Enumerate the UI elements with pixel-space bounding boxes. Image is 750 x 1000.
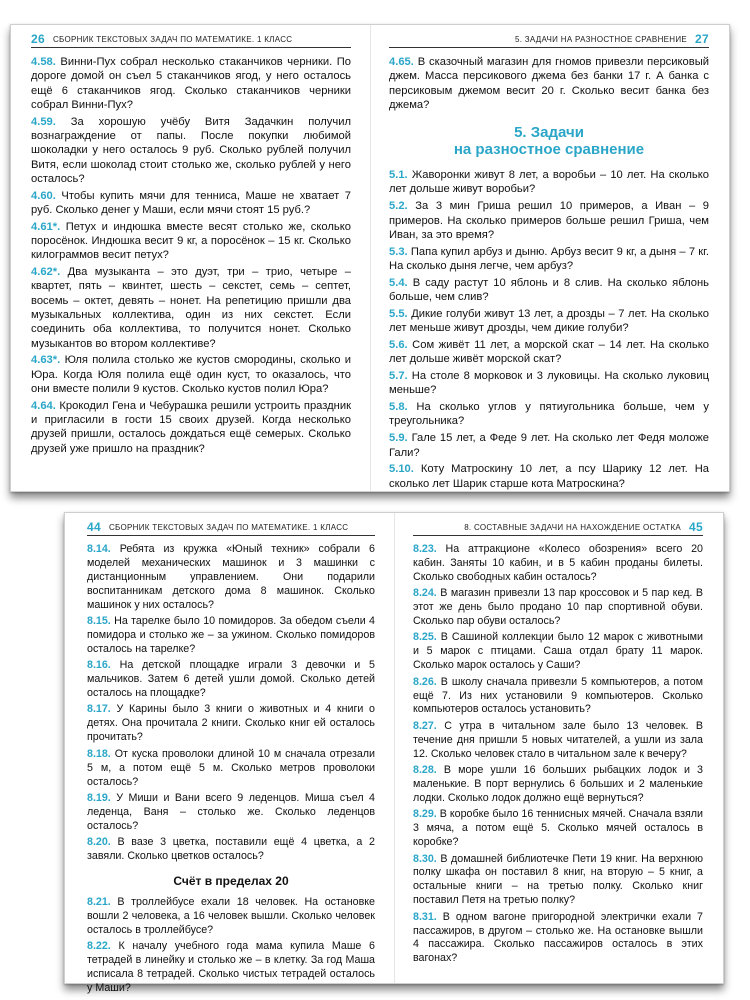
problem-number: 8.21. [87,895,111,908]
problem-item [413,587,703,629]
problem-number: 8.15. [87,615,111,628]
header-title: 8. СОСТАВНЫЕ ЗАДАЧИ НА НАХОЖДЕНИЕ ОСТАТКА [464,522,682,532]
problem-item [389,338,709,367]
problem-text: Сом живёт 11 лет, а морской скат – 14 лет. На сколько лет дольше живёт морской скат? [389,338,709,366]
problem-item [87,659,375,701]
problem-item [87,748,375,790]
problem-number: 8.16. [87,659,111,672]
problem-text: В Сашиной коллекции было 12 марок с животными и 5 марок с птицами. Саша отдал брату 11 марок. Сколько марок осталось у Саши? [413,631,703,672]
spine-gutter [394,513,395,983]
problem-item [87,703,375,745]
problem-text: Крокодил Гена и Чебурашка решили устроить праздник и пригласили в гости 15 своих друзей. Когда несколько друзей пришли, осталось дождаться ещё семерых. Сколько друзей уже пришло на праздник? [31,399,352,455]
problem-item [413,543,703,585]
problem-number: 4.58. [31,56,56,68]
problem-text: Дикие голуби живут 13 лет, а дрозды – 7 лет. На сколько лет меньше живут дрозды, чем дикие голуби? [389,307,709,335]
problem-item [31,189,351,218]
problem-item [31,265,351,351]
problem-text: У Миши и Вани всего 9 леденцов. Миша съел 4 леденца, Ваня – столько же. Сколько леденцов осталось? [87,791,375,832]
running-header [389,31,709,48]
problem-item [87,896,375,938]
page-body [389,55,709,493]
running-header [31,31,351,48]
problem-item [389,462,709,491]
problem-number: 8.18. [87,747,111,760]
problem-text: За 3 мин Гриша решил 10 примеров, а Иван – 9 примеров. На сколько примеров больше решил Гриша, чем Иван, за это время? [389,200,709,241]
problem-item [413,808,703,850]
problem-text: Юля полила столько же кустов смородины, сколько и Юра. Когда Юля полила ещё один куст, то оказалось, что они вместе полили 9 кустов. Сколько кустов полил Юра? [31,354,351,396]
problem-item [87,940,375,996]
problem-text: От куска проволоки длиной 10 м сначала отрезали 5 м, а потом ещё 5 м. Сколько метров проволоки осталось? [87,747,375,788]
problem-number: 8.17. [87,703,111,716]
section-title [389,124,709,158]
problem-text: Жаворонки живут 8 лет, а воробьи – 10 лет. На сколько лет дольше живут воробьи? [389,169,710,196]
problem-item [413,764,703,806]
problem-text: В магазин привезли 13 пар кроссовок и 5 пар кед. В этот же день было продано 10 пар спортивной обуви. Сколько пар обуви осталось? [413,587,703,628]
problem-item [389,276,709,305]
problem-list [87,896,375,996]
problem-number: 8.25. [413,631,437,644]
problem-item [31,353,351,396]
problem-item [389,369,709,398]
section-title-line-1: 5. Задачи [514,124,584,142]
problem-text: На столе 8 морковок и 3 луковицы. На сколько луковиц меньше? [389,370,710,397]
problem-number: 8.26. [413,675,437,688]
problem-text: В школу сначала привезли 5 компьютеров, а потом ещё 7. Из них установили 9 компьютеров. Сколько компьютеров осталось установить? [413,675,703,716]
problem-text: Винни-Пух собрал несколько стаканчиков черники. По дороге домой он съел 5 стаканчиков ягод, у него осталось ещё 6 стаканчиков ягод. Сколько стаканчиков черники собрал Винни-Пух? [31,56,351,111]
problem-number: 4.64. [31,399,56,412]
problem-text: В вазе 3 цветка, поставили ещё 4 цветка, а 2 завяли. Сколько цветков осталось? [87,836,375,863]
problem-number: 4.59. [31,115,56,128]
problem-item [389,168,709,197]
problem-number: 4.61*. [31,220,61,233]
problem-item [31,55,351,112]
page-number: 44 [87,520,101,534]
problem-number: 8.27. [413,719,437,732]
problem-list [413,543,703,969]
problem-text: В одном вагоне пригородной электрички ехали 7 пассажиров, в другом – столько же. На остановке вышли 4 пассажира. Сколько пассажиров осталось в этих вагонах? [413,910,703,965]
problem-number: 4.65. [389,56,414,68]
problem-number: 8.19. [87,791,111,804]
problem-item [413,676,703,718]
page-26 [31,25,351,491]
problem-item [87,792,375,834]
page-45 [413,513,703,983]
problem-number: 5.6. [389,338,408,351]
top-book-spread [10,24,730,492]
problem-text: В троллейбусе ехали 18 человек. На остановке вошли 2 человека, а 16 человек вышли. Сколько человек осталось в троллейбусе? [87,895,375,936]
problem-number: 8.29. [413,808,437,821]
problem-number: 5.3. [389,245,408,258]
problem-item [389,307,709,336]
header-title: 5. ЗАДАЧИ НА РАЗНОСТНОЕ СРАВНЕНИЕ [514,34,688,44]
problem-item [389,245,709,274]
problem-list [31,55,351,459]
problem-item [413,911,703,967]
problem-text: В сказочный магазин для гномов привезли персиковый джем. Масса персикового джема без банки 17 г. А банка с персиковым джемом весит 20 г. Сколько весит банка без джема? [389,56,709,111]
problem-text: В море ушли 16 больших рыбацких лодок и 3 маленькие. В порт вернулись 6 больших и 2 маленькие лодки. Сколько лодок должно ещё вернуться? [413,764,703,804]
problem-number: 4.60. [31,189,56,202]
problem-number: 8.14. [87,543,111,555]
problem-text: На сколько углов у пятиугольника больше, чем у треугольника? [389,401,710,428]
section-title-line-2: на разностное сравнение [453,141,645,159]
problem-text: В коробке было 16 теннисных мячей. Сначала взяли 3 мяча, а потом ещё 5. Сколько мячей осталось в коробке? [413,808,703,849]
problem-text: С утра в читальном зале было 13 человек. В течение дня пришли 5 новых читателей, а ушли из зала 12. Сколько человек стало в читальном зале к вечеру? [413,719,703,760]
problem-list [87,543,375,864]
problem-text: Петух и индюшка вместе весят столько же, сколько поросёнок. Индюшка весит 9 кг, а поросёнок – 15 кг. Сколько килограммов весит петух? [31,220,351,262]
problem-item [389,55,709,112]
problem-text: Папа купил арбуз и дыню. Арбуз весит 9 кг, а дыня – 7 кг. На сколько дыня легче, чем арбуз? [389,245,709,272]
problem-number: 5.1. [389,169,408,182]
problem-item [413,631,703,673]
problem-number: 5.8. [389,401,408,414]
header-title: СБОРНИК ТЕКСТОВЫХ ЗАДАЧ ПО МАТЕМАТИКЕ. 1 КЛАСС [52,34,293,44]
problem-number: 5.2. [389,200,408,213]
problem-item [87,615,375,657]
running-header [413,519,703,536]
problem-item [31,115,351,186]
problem-item [31,220,351,263]
problem-number: 8.20. [87,836,111,849]
problem-number: 8.23. [413,543,437,555]
problem-text: Коту Матроскину 10 лет, а псу Шарику 12 лет. На сколько лет Шарик старше кота Матроскина? [389,463,710,490]
problem-text: У Карины было 3 книги о животных и 4 книги о детях. Она прочитала 2 книги. Сколько книг ей осталось прочитать? [87,703,375,744]
problem-text: Ребята из кружка «Юный техник» собрали 6 моделей механических машинок и 3 машинки с дистанционным управлением. Они подарили воспитанникам детского дома 8 машинок. Сколько машинок у них осталось? [87,543,375,611]
problem-text: За хорошую учёбу Витя Задачкин получил вознаграждение от папы. После покупки любимой шоколадки у него осталось 9 руб. Сколько рублей получил Витя, если шоколад стоит столько же, сколько рублей у него осталось? [31,115,351,185]
problem-number: 4.62*. [31,266,61,279]
bottom-book-spread [64,512,724,994]
problem-item [87,543,375,613]
problem-item [389,199,709,242]
page-number: 27 [695,32,709,46]
spine-gutter [370,25,371,491]
problem-text: На тарелке было 10 помидоров. За обедом съели 4 помидора и столько же – за ужином. Сколько помидоров осталось на тарелке? [87,615,375,655]
problem-number: 4.63*. [31,354,61,367]
problem-text: Гале 15 лет, а Феде 9 лет. На сколько лет Федя моложе Гали? [389,432,710,459]
subsection-title: Счёт в пределах 20 [173,873,289,888]
problem-text: На детской площадке играли 3 девочки и 5 мальчиков. Затем 6 детей ушли домой. Сколько детей осталось на площадке? [87,659,375,700]
problem-number: 5.7. [389,370,408,383]
problem-item [413,853,703,909]
page-44 [87,513,375,994]
problem-number: 5.9. [389,432,408,445]
problem-list [389,168,709,491]
problem-number: 8.28. [413,764,437,777]
problem-item [413,720,703,762]
problem-text: На аттракционе «Колесо обозрения» всего 20 кабин. Заняты 10 кабин, и в 5 кабин проданы билеты. Сколько свободных кабин осталось? [413,543,703,583]
problem-text: К началу учебного года мама купила Маше 6 тетрадей в линейку и столько же – в клетку. За год Маша исписала 8 тетрадей. Сколько чистых тетрадей осталось у Маши? [87,940,375,994]
running-header [87,519,375,536]
page-body [87,543,375,998]
problem-number: 8.31. [413,910,437,923]
problem-number: 8.24. [413,587,437,600]
problem-item [31,399,351,456]
problem-item [389,400,709,429]
problem-number: 5.10. [389,463,414,476]
problem-item [389,431,709,460]
page-27 [389,25,709,491]
page-number: 26 [31,32,45,46]
header-title: СБОРНИК ТЕКСТОВЫХ ЗАДАЧ ПО МАТЕМАТИКЕ. 1 КЛАСС [108,522,349,532]
page-number: 45 [689,520,703,534]
problem-number: 8.22. [87,940,111,953]
problem-text: В саду растут 10 яблонь и 8 слив. На сколько яблонь больше, чем слив? [389,276,709,304]
problem-number: 5.5. [389,307,408,320]
problem-item [87,836,375,864]
problem-text: В домашней библиотечке Пети 19 книг. На верхнюю полку шкафа он поставил 8 книг, на вторую – 5 книг, а остальные книги – на третью полку. Сколько книг поставил Петя на третью полку? [413,852,703,907]
problem-text: Два музыканта – это дуэт, три – трио, четыре – квартет, пять – квинтет, шесть – секстет, семь – септет, восемь – октет, девять – нонет. На репетицию пришли два музыкальных коллектива, один из них секстет. Если соединить оба коллектива, то получится нонет. Сколько музыкантов во втором коллективе? [31,266,351,350]
problem-number: 8.30. [413,852,437,865]
problem-text: Чтобы купить мячи для тенниса, Маше не хватает 7 руб. Сколько денег у Маши, если мячи стоят 15 руб.? [31,189,351,216]
problem-number: 5.4. [389,276,408,289]
